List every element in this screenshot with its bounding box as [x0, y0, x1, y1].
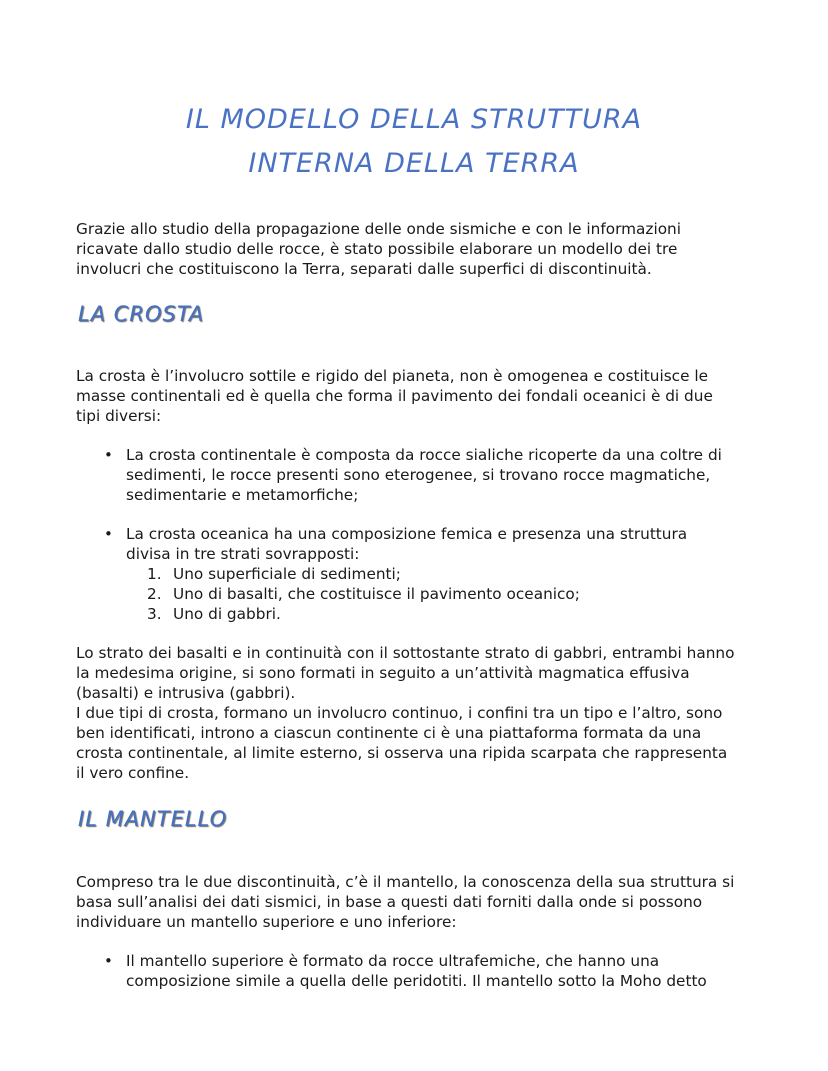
paragraph-line: crosta continentale, al limite esterno, si osserva una ripida scarpata che rappresenta [76, 744, 728, 762]
intro-line: Grazie allo studio della propagazione delle onde sismiche e con le informazioni [76, 220, 682, 238]
intro-paragraph [76, 219, 756, 279]
paragraph-line: ben identificati, introno a ciascun continente ci è una piattaforma formata da una [76, 724, 702, 742]
paragraph-line: Lo strato dei basalti e in continuità con il sottostante strato di gabbri, entrambi hanno [76, 644, 735, 662]
bullet-line: Il mantello superiore è formato da rocce ultrafemiche, che hanno una [126, 952, 660, 970]
section-heading-crosta: LA CROSTA [78, 302, 205, 326]
crosta-bullet-oceanica [126, 524, 687, 564]
paragraph-line: individuare un mantello superiore e uno inferiore: [76, 913, 457, 931]
paragraph-line: I due tipi di crosta, formano un involucro continuo, i confini tra un tipo e l’altro, sono [76, 704, 723, 722]
bullet-line: La crosta oceanica ha una composizione femica e presenza una struttura [126, 525, 688, 543]
paragraph-line: basa sull’analisi dei dati sismici, in base a questi dati forniti dalla onde si possono [76, 893, 703, 911]
paragraph-line: Compreso tra le due discontinuità, c’è il mantello, la conoscenza della sua struttura si [76, 873, 735, 891]
bullet-line: composizione simile a quella delle peridotiti. Il mantello sotto la Moho detto [126, 972, 707, 990]
crosta-paragraph-1 [76, 366, 756, 426]
number-label: 1. [147, 565, 162, 583]
intro-line: ricavate dallo studio delle rocce, è stato possibile elaborare un modello dei tre [76, 240, 678, 258]
bullet-marker: • [104, 525, 113, 543]
bullet-marker: • [104, 952, 113, 970]
numbered-item-3 [147, 604, 281, 624]
page-title [0, 98, 828, 186]
page-title-line-1: IL MODELLO DELLA STRUTTURA [185, 104, 643, 135]
numbered-text: Uno di basalti, che costituisce il pavimento oceanico; [173, 585, 580, 603]
numbered-text: Uno di gabbri. [173, 605, 281, 623]
mantello-paragraph-1 [76, 872, 756, 932]
paragraph-line: il vero confine. [76, 764, 190, 782]
section-heading-mantello: IL MANTELLO [78, 807, 228, 831]
page-title-line-2: INTERNA DELLA TERRA [248, 148, 580, 179]
bullet-line: divisa in tre strati sovrapposti: [126, 545, 360, 563]
crosta-paragraph-2 [76, 643, 756, 783]
numbered-item-2 [147, 584, 580, 604]
paragraph-line: (basalti) e intrusiva (gabbri). [76, 684, 296, 702]
mantello-bullet-superiore [126, 951, 707, 991]
intro-line: involucri che costituiscono la Terra, separati dalle superfici di discontinuità. [76, 260, 652, 278]
paragraph-line: La crosta è l’involucro sottile e rigido del pianeta, non è omogenea e costituisce le [76, 367, 709, 385]
bullet-line: La crosta continentale è composta da rocce sialiche ricoperte da una coltre di [126, 446, 722, 464]
bullet-line: sedimentarie e metamorfiche; [126, 486, 359, 504]
bullet-line: sedimenti, le rocce presenti sono eterogenee, si trovano rocce magmatiche, [126, 466, 711, 484]
paragraph-line: masse continentali ed è quella che forma il pavimento dei fondali oceanici è di due [76, 387, 713, 405]
paragraph-line: la medesima origine, si sono formati in seguito a un’attività magmatica effusiva [76, 664, 690, 682]
number-label: 2. [147, 585, 162, 603]
number-label: 3. [147, 605, 162, 623]
bullet-marker: • [104, 446, 113, 464]
numbered-item-1 [147, 564, 401, 584]
paragraph-line: tipi diversi: [76, 407, 162, 425]
numbered-text: Uno superficiale di sedimenti; [173, 565, 401, 583]
crosta-bullet-continentale [126, 445, 722, 505]
